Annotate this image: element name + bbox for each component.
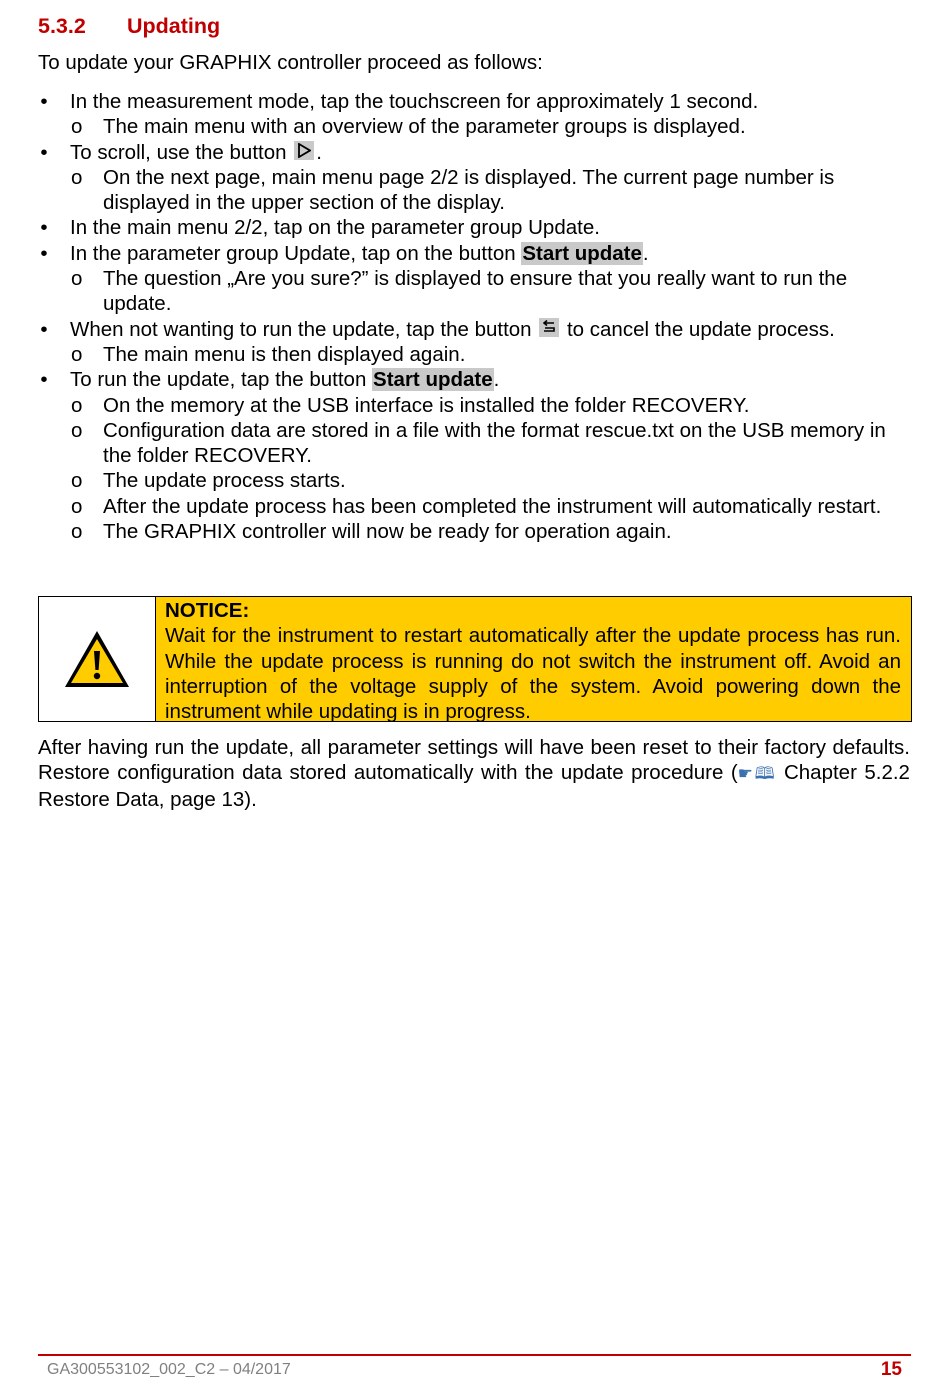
substep-text: On the next page, main menu page 2/2 is displayed. The current page number is displayed in the upper section of the display. — [103, 165, 835, 215]
bullet: • — [40, 241, 48, 265]
bullet: • — [40, 368, 48, 392]
sub-bullet: o — [71, 418, 83, 442]
step-text-before: In the parameter group Update, tap on the button — [70, 241, 522, 265]
substep — [70, 468, 913, 493]
step-text-after: . — [493, 368, 500, 392]
substep-list — [70, 393, 913, 545]
substep-list — [70, 114, 913, 139]
substep-text: The main menu is then displayed again. — [103, 342, 466, 366]
footer-doc-id: GA300553102_002_C2 – 04/2017 — [47, 1361, 291, 1378]
warning-triangle-icon — [62, 628, 132, 690]
step-text-before: When not wanting to run the update, tap the button — [70, 317, 538, 341]
substep — [70, 418, 913, 469]
start-update-button-ref: Start update — [373, 368, 493, 392]
sub-bullet: o — [71, 494, 83, 518]
notice-icon-cell — [39, 597, 156, 721]
step-text-after: . — [316, 140, 322, 164]
footer-rule — [38, 1354, 911, 1356]
substep-text: The question „Are you sure?” is displayed to ensure that you really want to run the update. — [103, 267, 848, 316]
step-text: In the main menu 2/2, tap on the parameter group Update. — [70, 216, 600, 240]
substep-text: Configuration data are stored in a file with the format rescue.txt on the USB memory in the folder RECOVERY. — [103, 418, 886, 468]
intro-paragraph: To update your GRAPHIX controller proceed as follows: — [38, 51, 543, 74]
substep — [70, 494, 913, 519]
step-text: In the measurement mode, tap the touchscreen for approximately 1 second. — [70, 90, 759, 113]
sub-bullet: o — [71, 115, 83, 139]
sub-bullet: o — [71, 267, 83, 291]
substep — [70, 342, 913, 367]
step-4 — [38, 241, 913, 317]
notice-text: Wait for the instrument to restart automatically after the update process has run. While the update process is running do not switch the instrument off. Avoid an interruption of the voltage supply of the system. Avoid powering down the instrument while updating is in progress. — [165, 624, 901, 724]
substep — [70, 165, 913, 216]
section-title: Updating — [127, 14, 221, 38]
step-text-after: . — [642, 241, 649, 265]
sub-bullet: o — [71, 342, 83, 366]
step-text-before: To run the update, tap the button — [70, 368, 373, 392]
pointing-hand-book-icon: ☛🕮 — [737, 764, 777, 784]
substep — [70, 114, 913, 139]
substep — [70, 266, 913, 317]
notice-title: NOTICE: — [165, 599, 250, 622]
sub-bullet: o — [71, 520, 83, 544]
step-5 — [38, 317, 913, 368]
substep-text: The update process starts. — [103, 469, 346, 493]
step-1 — [38, 89, 913, 140]
step-2 — [38, 140, 913, 216]
closing-paragraph — [38, 735, 910, 812]
substep-text: On the memory at the USB interface is installed the folder RECOVERY. — [103, 393, 750, 417]
substep-text: After the update process has been completed the instrument will automatically restart. — [103, 494, 882, 518]
substep-text: The main menu with an overview of the parameter groups is displayed. — [103, 115, 746, 139]
substep — [70, 393, 913, 418]
section-heading — [38, 12, 220, 40]
step-text-before: To scroll, use the button — [70, 140, 293, 164]
bullet: • — [40, 90, 48, 113]
substep-list — [70, 342, 913, 367]
bullet: • — [40, 216, 48, 240]
notice-body — [156, 597, 911, 724]
sub-bullet: o — [71, 393, 83, 417]
substep-list — [70, 266, 913, 317]
play-outline-icon — [294, 141, 314, 160]
procedure-list — [38, 89, 913, 544]
bullet: • — [40, 317, 48, 341]
step-3 — [38, 215, 913, 240]
return-arrow-icon — [539, 318, 559, 337]
closing-text: After having run the update, all parameter settings will have been reset to their factory defaults. Restore configuration data stored automatically with the update procedure ( — [38, 736, 910, 785]
substep-list — [70, 165, 913, 216]
start-update-button-ref: Start update — [522, 241, 642, 265]
page-number: 15 — [880, 1359, 902, 1380]
notice-box — [38, 596, 912, 722]
sub-bullet: o — [71, 469, 83, 493]
substep — [70, 519, 913, 544]
step-6 — [38, 367, 913, 544]
section-number: 5.3.2 — [38, 14, 86, 38]
sub-bullet: o — [71, 165, 83, 189]
step-text-after: to cancel the update process. — [561, 317, 835, 341]
substep-text: The GRAPHIX controller will now be ready for operation again. — [103, 520, 672, 544]
bullet: • — [40, 140, 48, 164]
chapter-reference-link[interactable]: Chapter 5.2.2 Restore Data, page 13). — [38, 761, 910, 811]
